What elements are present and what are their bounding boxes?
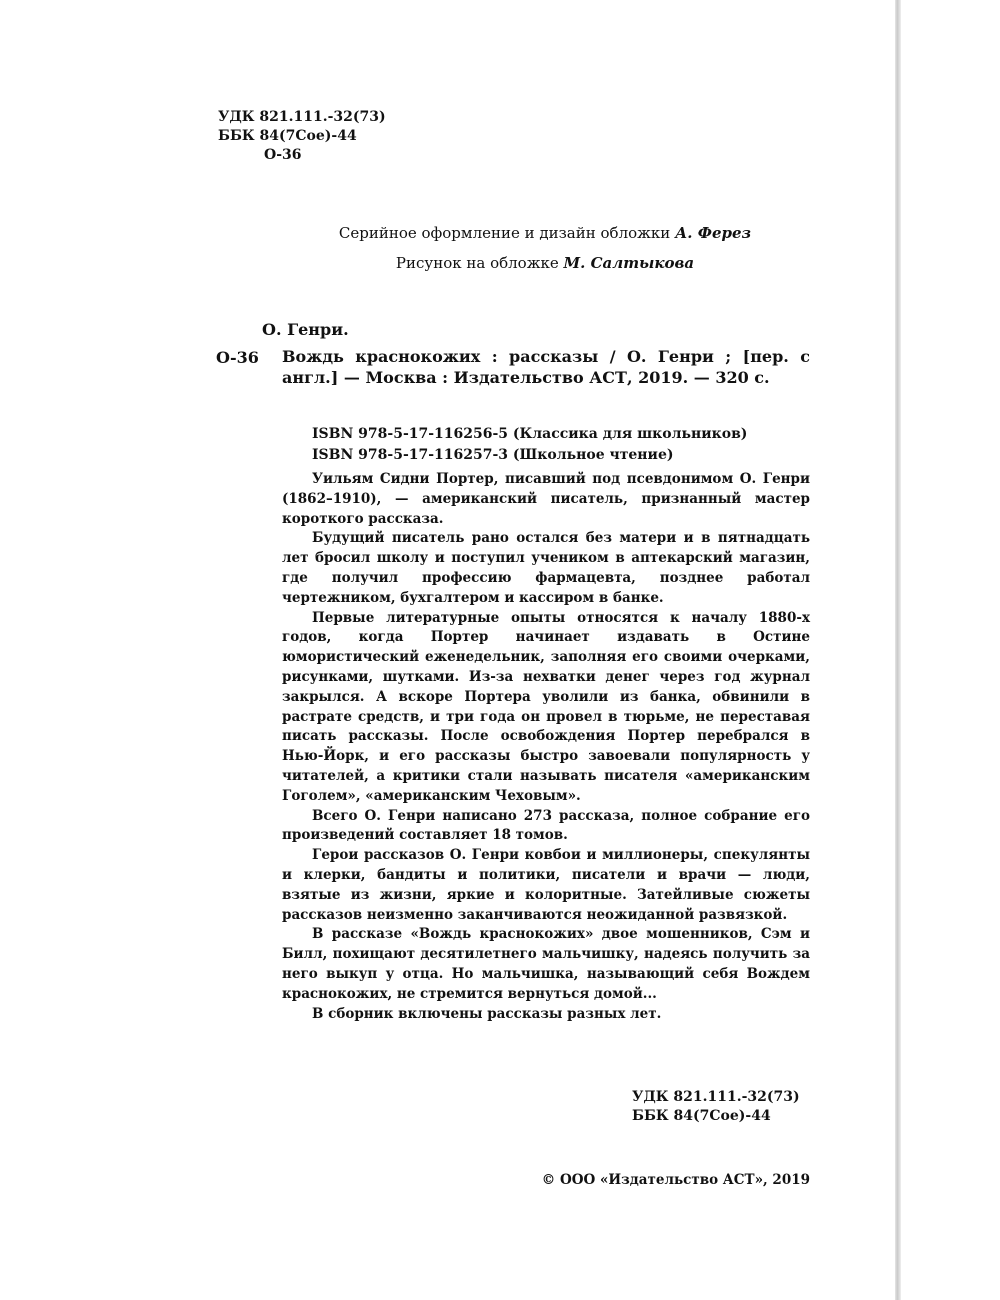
isbn-line: ISBN 978-5-17-116257-3 (Школьное чтение) (312, 447, 674, 463)
page-edge (895, 0, 901, 1300)
annotation-paragraph: Уильям Сидни Портер, писавший под псевдонимом О. Генри (1862–1910), — американский писатель, признанный мастер короткого рассказа. (282, 471, 810, 527)
illustrator-name: М. Салтыкова (563, 254, 695, 272)
bibliographic-description: Вождь краснокожих : рассказы / О. Генри ; [пер. с англ.] — Москва : Издательство АСТ, 2019. — 320 с. (282, 347, 810, 387)
author-heading: О. Генри. (262, 320, 349, 339)
side-author-code: О-36 (216, 348, 259, 367)
annotation (282, 470, 810, 1024)
annotation-paragraph: Первые литературные опыты относятся к началу 1880-х годов, когда Портер начинает издавать в Остине юмористический еженедельник, заполняя его своими очерками, рисунками, шутками. Из-за нехватки денег через год журнал закрылся. А вскоре Портера уволили из банка, обвинили в растрате средств, и три года он провел в тюрьме, не переставая писать рассказы. После освобождения Портер перебрался в Нью-Йорк, и его рассказы быстро завоевали популярность у читателей, а критики стали называть писателя «американским Гоголем», «американским Чеховым». (282, 609, 810, 804)
annotation-paragraph: В сборник включены рассказы разных лет. (312, 1005, 662, 1022)
credit-text: Серийное оформление и дизайн обложки (338, 224, 671, 242)
annotation-paragraph: Всего О. Генри написано 273 рассказа, полное собрание его произведений составляет 18 томов. (282, 807, 810, 844)
credit-text: Рисунок на обложке (395, 254, 559, 272)
annotation-paragraph: Будущий писатель рано остался без матери и в пятнадцать лет бросил школу и поступил учеником в аптекарский магазин, где получил профессию фармацевта, позднее работал чертежником, бухгалтером и кассиром в банке. (282, 530, 810, 606)
design-credits (230, 218, 860, 278)
annotation-paragraph: Герои рассказов О. Генри ковбои и миллионеры, спекулянты и клерки, бандиты и политики, писатели и врачи — люди, взятые из жизни, яркие и колоритные. Затейливые сюжеты рассказов неизменно заканчиваются неожиданной развязкой. (282, 847, 810, 923)
udk-code: УДК 821.111.-32(73) (632, 1089, 800, 1105)
bbk-code: ББК 84(7Coe)-44 (632, 1108, 771, 1124)
isbn-line: ISBN 978-5-17-116256-5 (Классика для школьников) (312, 426, 748, 442)
copyright-notice: © ООО «Издательство АСТ», 2019 (541, 1172, 810, 1188)
annotation-paragraph: В рассказе «Вождь краснокожих» двое мошенников, Сэм и Билл, похищают десятилетнего мальчишку, надеясь получить за него выкуп у отца. Но мальчишка, называющий себя Вождем краснокожих, не стремится вернуться домой... (282, 926, 810, 1002)
author-code: О-36 (264, 147, 302, 163)
udk-footer (632, 1088, 800, 1126)
cover-design-credit (230, 218, 860, 248)
udk-code: УДК 821.111.-32(73) (218, 109, 386, 125)
udk-header (218, 108, 386, 165)
cover-illustration-credit (230, 248, 860, 278)
isbn-list (312, 424, 747, 466)
designer-name: А. Ферез (675, 224, 752, 242)
bbk-code: ББК 84(7Coe)-44 (218, 128, 357, 144)
